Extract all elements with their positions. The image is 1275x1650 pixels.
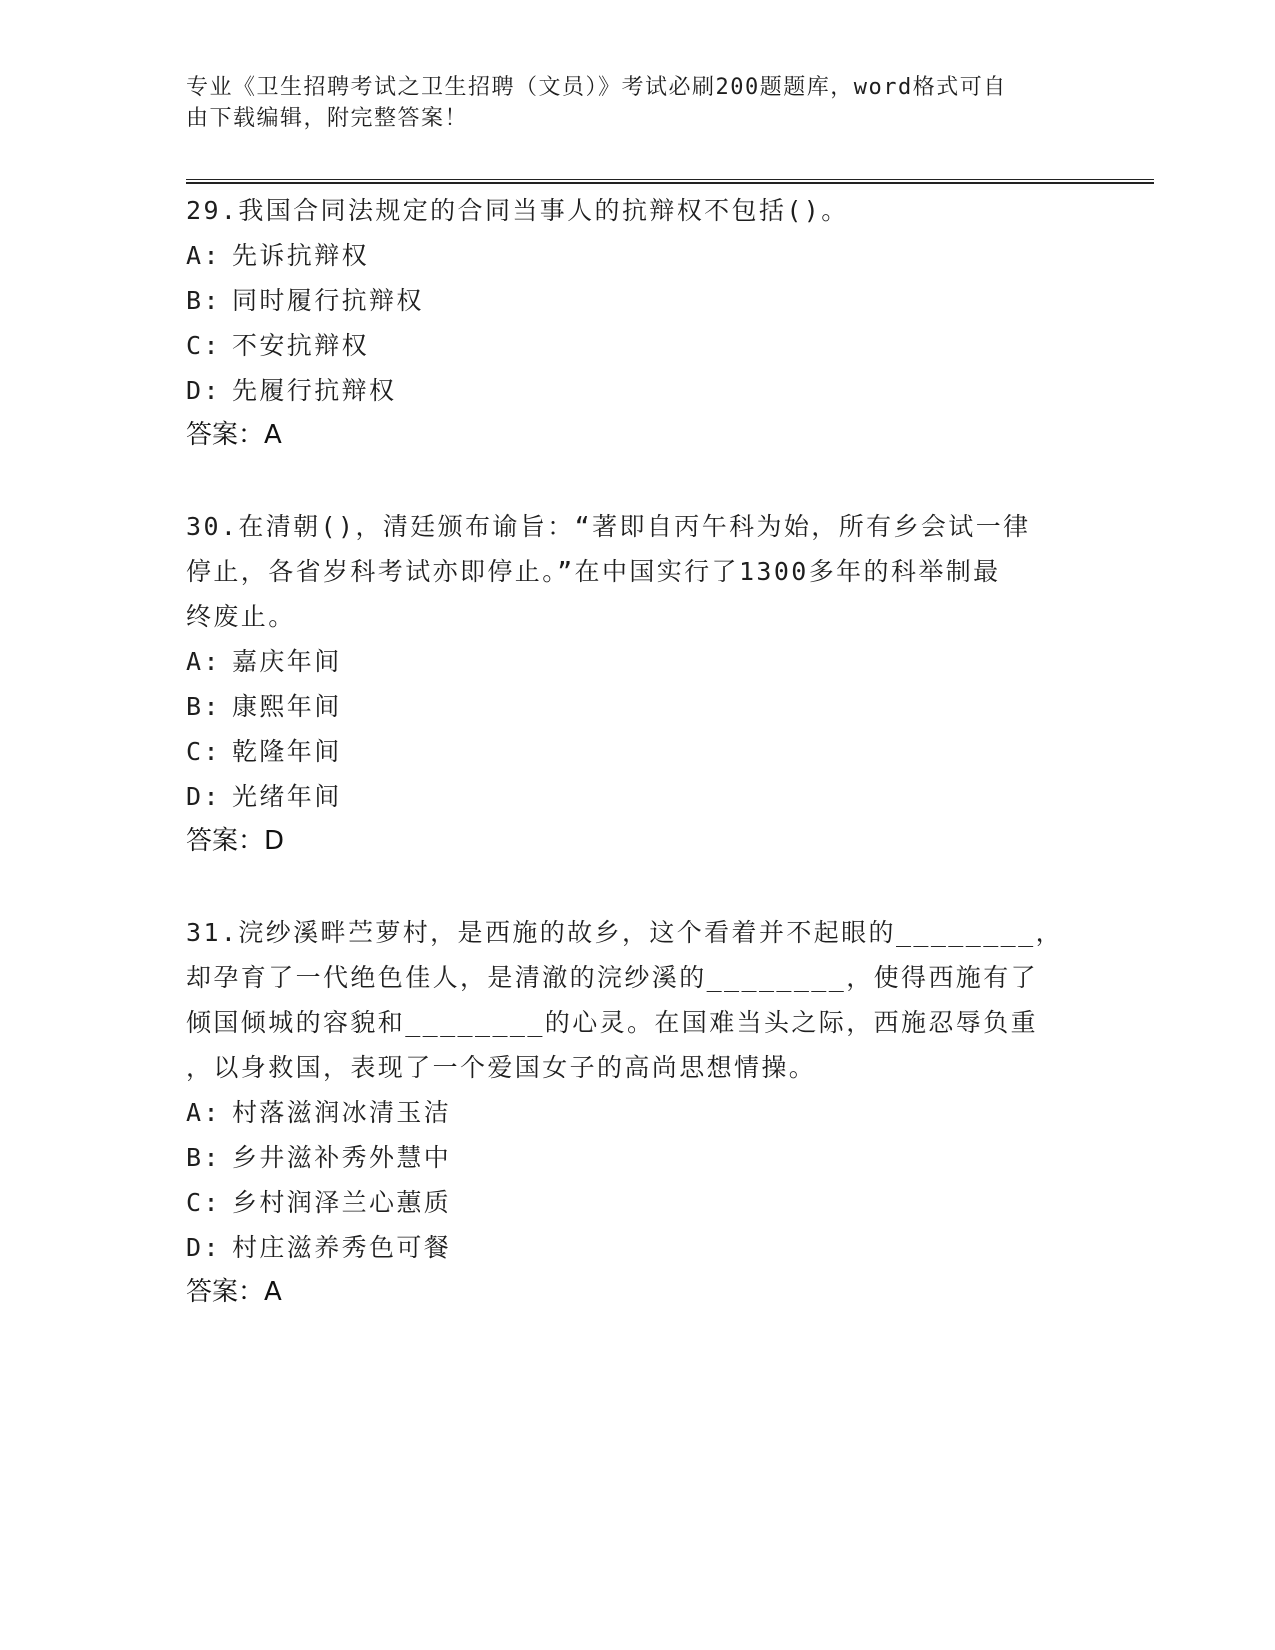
option-label: D: — [186, 1233, 221, 1262]
question-stem-line: 倾国倾城的容貌和________的心灵。在国难当头之际，西施忍辱负重 — [186, 1008, 1039, 1037]
option-c — [186, 1180, 1086, 1225]
answer: 答案：A — [186, 420, 282, 450]
option-text: 康熙年间 — [232, 692, 342, 721]
option-label: B: — [186, 692, 221, 721]
question-stem-line: 29.我国合同法规定的合同当事人的抗辩权不包括()。 — [186, 196, 849, 225]
option-label: B: — [186, 1143, 221, 1172]
header-line-1: 专业《卫生招聘考试之卫生招聘（文员）》考试必刷200题题库，word格式可自 — [186, 75, 1007, 100]
option-a — [186, 233, 1086, 278]
option-text: 乡村润泽兰心蕙质 — [232, 1188, 452, 1217]
option-text: 乡井滋补秀外慧中 — [232, 1143, 452, 1172]
header-line-2: 由下载编辑，附完整答案！ — [186, 106, 469, 131]
option-text: 不安抗辩权 — [232, 331, 370, 360]
option-text: 嘉庆年间 — [232, 647, 342, 676]
option-text: 乾隆年间 — [232, 737, 342, 766]
option-c — [186, 729, 1086, 774]
option-text: 光绪年间 — [232, 782, 342, 811]
option-label: D: — [186, 376, 221, 405]
option-b — [186, 684, 1086, 729]
option-a — [186, 639, 1086, 684]
option-label: C: — [186, 1188, 221, 1217]
answer: 答案：D — [186, 826, 285, 856]
option-c — [186, 323, 1086, 368]
question-29 — [186, 188, 1086, 458]
option-label: A: — [186, 647, 221, 676]
answer: 答案：A — [186, 1277, 282, 1307]
option-label: A: — [186, 1098, 221, 1127]
option-text: 村落滋润冰清玉洁 — [232, 1098, 452, 1127]
question-list — [186, 188, 1086, 1361]
question-31 — [186, 910, 1086, 1315]
option-text: 先诉抗辩权 — [232, 241, 370, 270]
option-label: D: — [186, 782, 221, 811]
option-label: A: — [186, 241, 221, 270]
question-30 — [186, 504, 1086, 864]
option-d — [186, 1225, 1086, 1270]
option-label: C: — [186, 737, 221, 766]
question-stem-line: 却孕育了一代绝色佳人，是清澈的浣纱溪的________，使得西施有了 — [186, 963, 1039, 992]
option-label: B: — [186, 286, 221, 315]
option-d — [186, 774, 1086, 819]
option-b — [186, 278, 1086, 323]
question-stem-line: ，以身救国，表现了一个爱国女子的高尚思想情操。 — [186, 1053, 817, 1082]
option-b — [186, 1135, 1086, 1180]
header-divider-thin — [186, 179, 1154, 180]
question-stem-line: 停止，各省岁科考试亦即停止。”在中国实行了1300多年的科举制最 — [186, 557, 1001, 586]
option-text: 村庄滋养秀色可餐 — [232, 1233, 452, 1262]
option-text: 同时履行抗辩权 — [232, 286, 424, 315]
question-stem-line: 30.在清朝()，清廷颁布谕旨：“著即自丙午科为始，所有乡会试一律 — [186, 512, 1031, 541]
option-a — [186, 1090, 1086, 1135]
document-header — [186, 72, 1066, 134]
question-stem-line: 终废止。 — [186, 602, 296, 631]
option-label: C: — [186, 331, 221, 360]
option-text: 先履行抗辩权 — [232, 376, 397, 405]
question-stem-line: 31.浣纱溪畔苎萝村，是西施的故乡，这个看着并不起眼的________， — [186, 918, 1063, 947]
option-d — [186, 368, 1086, 413]
header-divider-thick — [186, 182, 1154, 184]
